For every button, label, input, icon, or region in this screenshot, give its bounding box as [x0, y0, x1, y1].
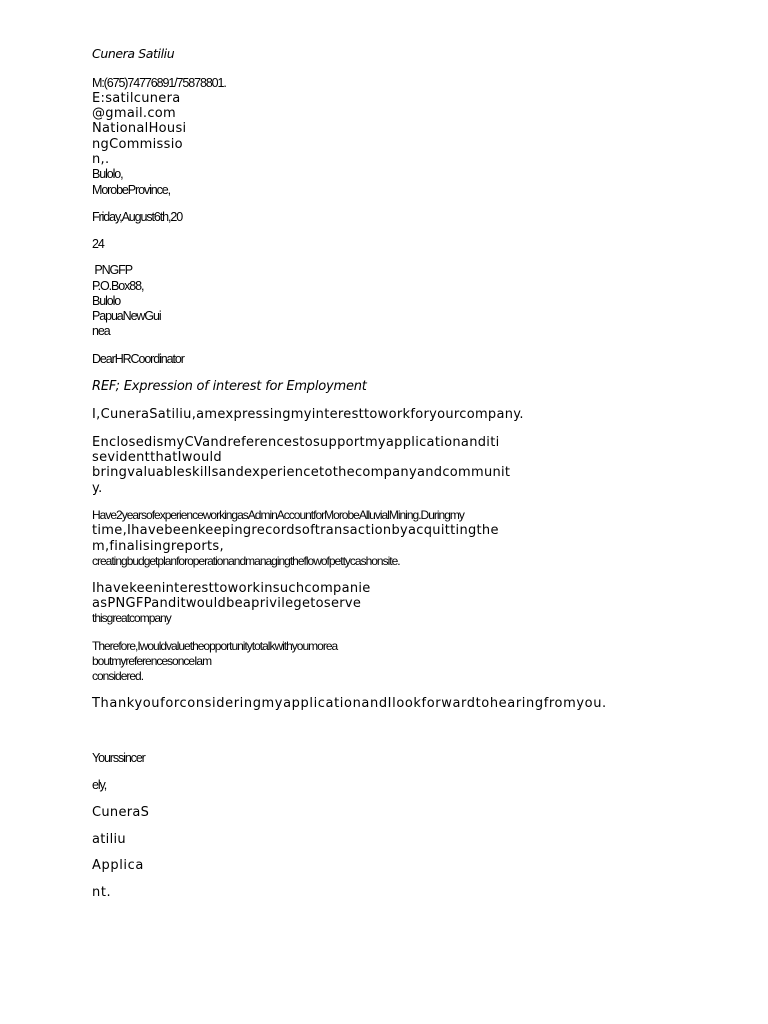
paragraph-3-line-4: creatingbudgetplanforoperationandmanagingtheflowofpettycashonsite. [92, 554, 400, 568]
recipient-line-5: nea [92, 324, 110, 338]
recipient-line-4: PapuaNewGui [92, 309, 161, 323]
paragraph-2-line-1: EnclosedismyCVandreferencestosupportmyapplicationanditi [92, 435, 500, 450]
sender-name: Cunera Satiliu [92, 46, 175, 61]
closing-line-1: Yourssincer [92, 751, 145, 765]
salutation: DearHRCoordinator [92, 352, 184, 366]
paragraph-2-line-4: y. [92, 481, 103, 496]
paragraph-3-line-3: m,finalisingreports, [92, 539, 224, 554]
recipient-line-2: P.O.Box88, [92, 279, 144, 293]
paragraph-3-line-1: Have2yearsofexperienceworkingasAdminAccountforMorobeAlluvialMining.Duringmy [92, 508, 464, 522]
sender-province: MorobeProvince, [92, 183, 170, 197]
subject-line: REF; Expression of interest for Employment [92, 379, 367, 394]
paragraph-4-line-3: thisgreatcompany [92, 611, 171, 625]
paragraph-5-line-3: considered. [92, 669, 144, 683]
paragraph-5-line-1: Therefore,Iwouldvaluetheopportunitytotalkwithyoumorea [92, 639, 338, 653]
recipient-line-3: Bulolo [92, 294, 121, 308]
signature-line-1: CuneraS [92, 805, 150, 820]
sender-email-line-1: E:satilcunera [92, 91, 181, 106]
sender-org-line-3: n,. [92, 152, 110, 167]
sender-phone: M:(675)74776891/75878801. [92, 76, 226, 90]
paragraph-3-line-2: time,Ihavebeenkeepingrecordsoftransactionbyacquittingthe [92, 523, 499, 538]
paragraph-4-line-2: asPNGFPanditwouldbeaprivilegetoserve [92, 596, 362, 611]
signature-line-3: Applica [92, 858, 144, 873]
sender-email-line-2: @gmail.com [92, 106, 177, 121]
paragraph-2-line-3: bringvaluableskillsandexperiencetothecompanyandcommunit [92, 465, 511, 480]
paragraph-6: ThankyouforconsideringmyapplicationandIlookforwardtohearingfromyou. [92, 696, 607, 711]
sender-org-line-2: ngCommissio [92, 137, 183, 152]
letter-date-line-2: 24 [92, 237, 104, 251]
closing-line-2: ely, [92, 778, 107, 792]
paragraph-1: I,CuneraSatiliu,amexpressingmyinteresttoworkforyourcompany. [92, 407, 524, 422]
paragraph-5-line-2: boutmyreferencesonceIam [92, 654, 212, 668]
signature-line-2: atiliu [92, 832, 126, 847]
letter-date-line-1: Friday,August6th,20 [92, 210, 183, 224]
sender-org-line-1: NationalHousi [92, 121, 187, 136]
paragraph-4-line-1: Ihavekeeninteresttoworkinsuchcompanie [92, 581, 371, 596]
paragraph-2-line-2: sevidentthatIwould [92, 450, 222, 465]
signature-line-4: nt. [92, 885, 112, 900]
recipient-line-1: PNGFP [92, 263, 132, 277]
sender-town: Bulolo, [92, 167, 123, 181]
